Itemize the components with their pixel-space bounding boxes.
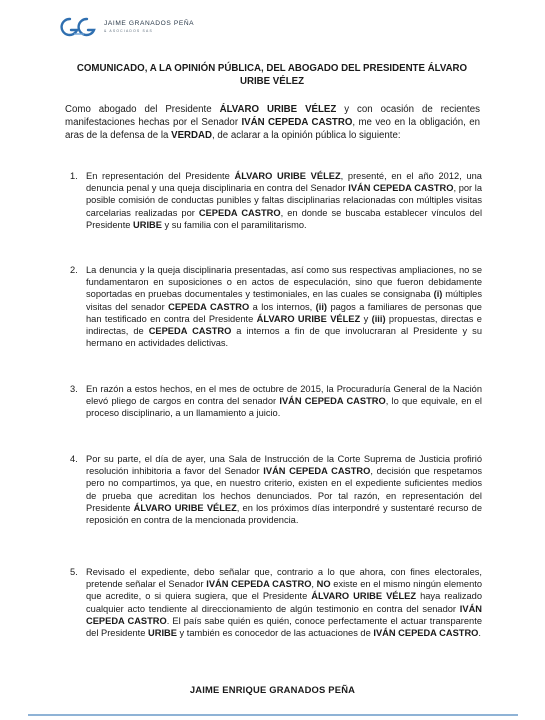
emphasis-text: ÁLVARO URIBE VÉLEZ [133,502,237,513]
item-number: 2. [70,265,78,275]
item-number: 1. [70,171,78,181]
item-number: 3. [70,384,78,394]
body-text: haya realizado cualquier acto tendiente al direccionamiento de algún testimonio en contra del senador [86,591,482,614]
body-text: pagos a familiares de personas que han testificado en contra del Presidente [86,301,482,324]
body-text: propuestas, directas e indirectas, de [86,313,482,337]
emphasis-text: IVÁN CEPEDA CASTRO [263,466,371,477]
body-text: existe en el mismo ningún elemento que acredite, o si quiera sugiera, que el Presidente [86,579,482,602]
body-text: En representación del Presidente [86,171,235,181]
item-number: 4. [70,454,78,464]
body-text: , en donde se buscaba establecer vínculos del Presidente [86,207,483,230]
emphasis-text: ÁLVARO URIBE VÉLEZ [256,313,361,324]
body-text: , decisión que respetamos pero no compartimos, ya que, en nuestro criterio, existen en el expediente suficientes medios de prueba que acreditan los hechos denunciados. Por tal razón, en representación del Presidente [86,466,483,513]
body-text: . [478,628,481,639]
body-text: , presenté, en el año 2012, una denuncia penal y una queja disciplinaria en contra del Senador [86,171,482,194]
emphasis-text: VERDAD [171,130,213,142]
list-item [70,566,482,639]
intro-paragraph [65,103,480,143]
list-item [70,453,483,526]
body-text: , por la posible comisión de conductas punibles y faltas disciplinarias relacionadas con múltiples visitas carcelarias realizadas por [86,183,483,218]
body-text: y su familia con el paramilitarismo. [161,219,307,230]
list-item [70,383,483,420]
emphasis-text: IVÁN CEPEDA CASTRO [206,579,312,590]
body-text: a los internos, [249,301,316,312]
body-text: En razón a estos hechos, en el mes de octubre de 2015, la Procuraduría General de la Nación elevó pliego de cargos en contra del senador [86,384,482,407]
body-text: Como abogado del Presidente [65,104,220,115]
firm-logo-icon [60,16,96,38]
body-text: y también es conocedor de las actuaciones de [176,628,374,639]
body-text: , de aclarar a la opinión pública lo siguiente: [212,130,401,142]
body-text: y con ocasión de recientes manifestaciones hechas por el Senador [65,104,480,129]
body-text: y [360,313,372,324]
body-text: a internos a fin de que involucraran al Presidente y su hermano en actividades delictivas. [86,326,482,349]
footer-rule [28,714,518,716]
emphasis-text: IVÁN CEPEDA CASTRO [348,183,454,194]
emphasis-text: NO [316,579,331,590]
emphasis-text: IVÁN CEPEDA CASTRO [373,628,479,639]
body-text: Por su parte, el día de ayer, una Sala de Instrucción de la Corte Suprema de Justicia profirió resolución inhibitoria a favor del Senador [86,454,482,477]
firm-subtitle: & ASOCIADOS SAS [104,28,153,33]
document-title: COMUNICADO, A LA OPINIÓN PÚBLICA, DEL ABOGADO DEL PRESIDENTE ÁLVARO URIBE VÉLEZ [76,63,468,87]
emphasis-text: ÁLVARO URIBE VÉLEZ [234,171,341,181]
body-text: La denuncia y la queja disciplinaria presentadas, así como sus respectivas ampliaciones, no se fundamentaron en suposiciones o en actos de especulación, sino que fueron debidamente soportadas en pruebas documentales y testimoniales, en las cuales se consignaba [86,265,482,300]
emphasis-text: CEPEDA CASTRO [148,326,232,337]
item-number: 5. [70,567,78,577]
emphasis-text: CEPEDA CASTRO [168,301,250,312]
firm-name: JAIME GRANADOS PEÑA [104,20,195,27]
emphasis-text: (iii) [371,313,386,324]
body-text: , me veo en la obligación, en aras de la defensa de la [65,117,480,142]
logo-text [104,21,194,33]
emphasis-text: ÁLVARO URIBE VÉLEZ [311,591,417,602]
list-item [70,170,483,231]
emphasis-text: ÁLVARO URIBE VÉLEZ [219,104,337,115]
body-text: Revisado el expediente, debo señalar que, contrario a lo que ahora, con fines electorales, pretende señalar el Senador [86,567,482,590]
emphasis-text: URIBE [148,628,177,639]
emphasis-text: (ii) [315,301,328,312]
emphasis-text: IVÁN CEPEDA CASTRO [279,396,386,407]
body-text: , en los próximos días interpondré y sustentaré recurso de reposición en contra de la mencionada providencia. [86,502,482,526]
emphasis-text: CEPEDA CASTRO [198,207,281,218]
body-text: , [311,579,317,590]
body-text: , lo que equivale, en el proceso disciplinario, a un llamamiento a juicio. [86,396,483,419]
list-item [70,264,482,349]
letterhead [60,16,194,38]
emphasis-text: (i) [433,289,443,300]
body-text: . El país sabe quién es quién, conoce perfectamente el actuar transparente del Presidente [86,615,482,639]
body-text: múltiples visitas del senador [86,289,482,312]
signature: JAIME ENRIQUE GRANADOS PEÑA [189,684,356,695]
emphasis-text: IVÁN CEPEDA CASTRO [86,603,482,626]
emphasis-text: IVÁN CEPEDA CASTRO [241,117,353,129]
emphasis-text: URIBE [133,219,162,230]
